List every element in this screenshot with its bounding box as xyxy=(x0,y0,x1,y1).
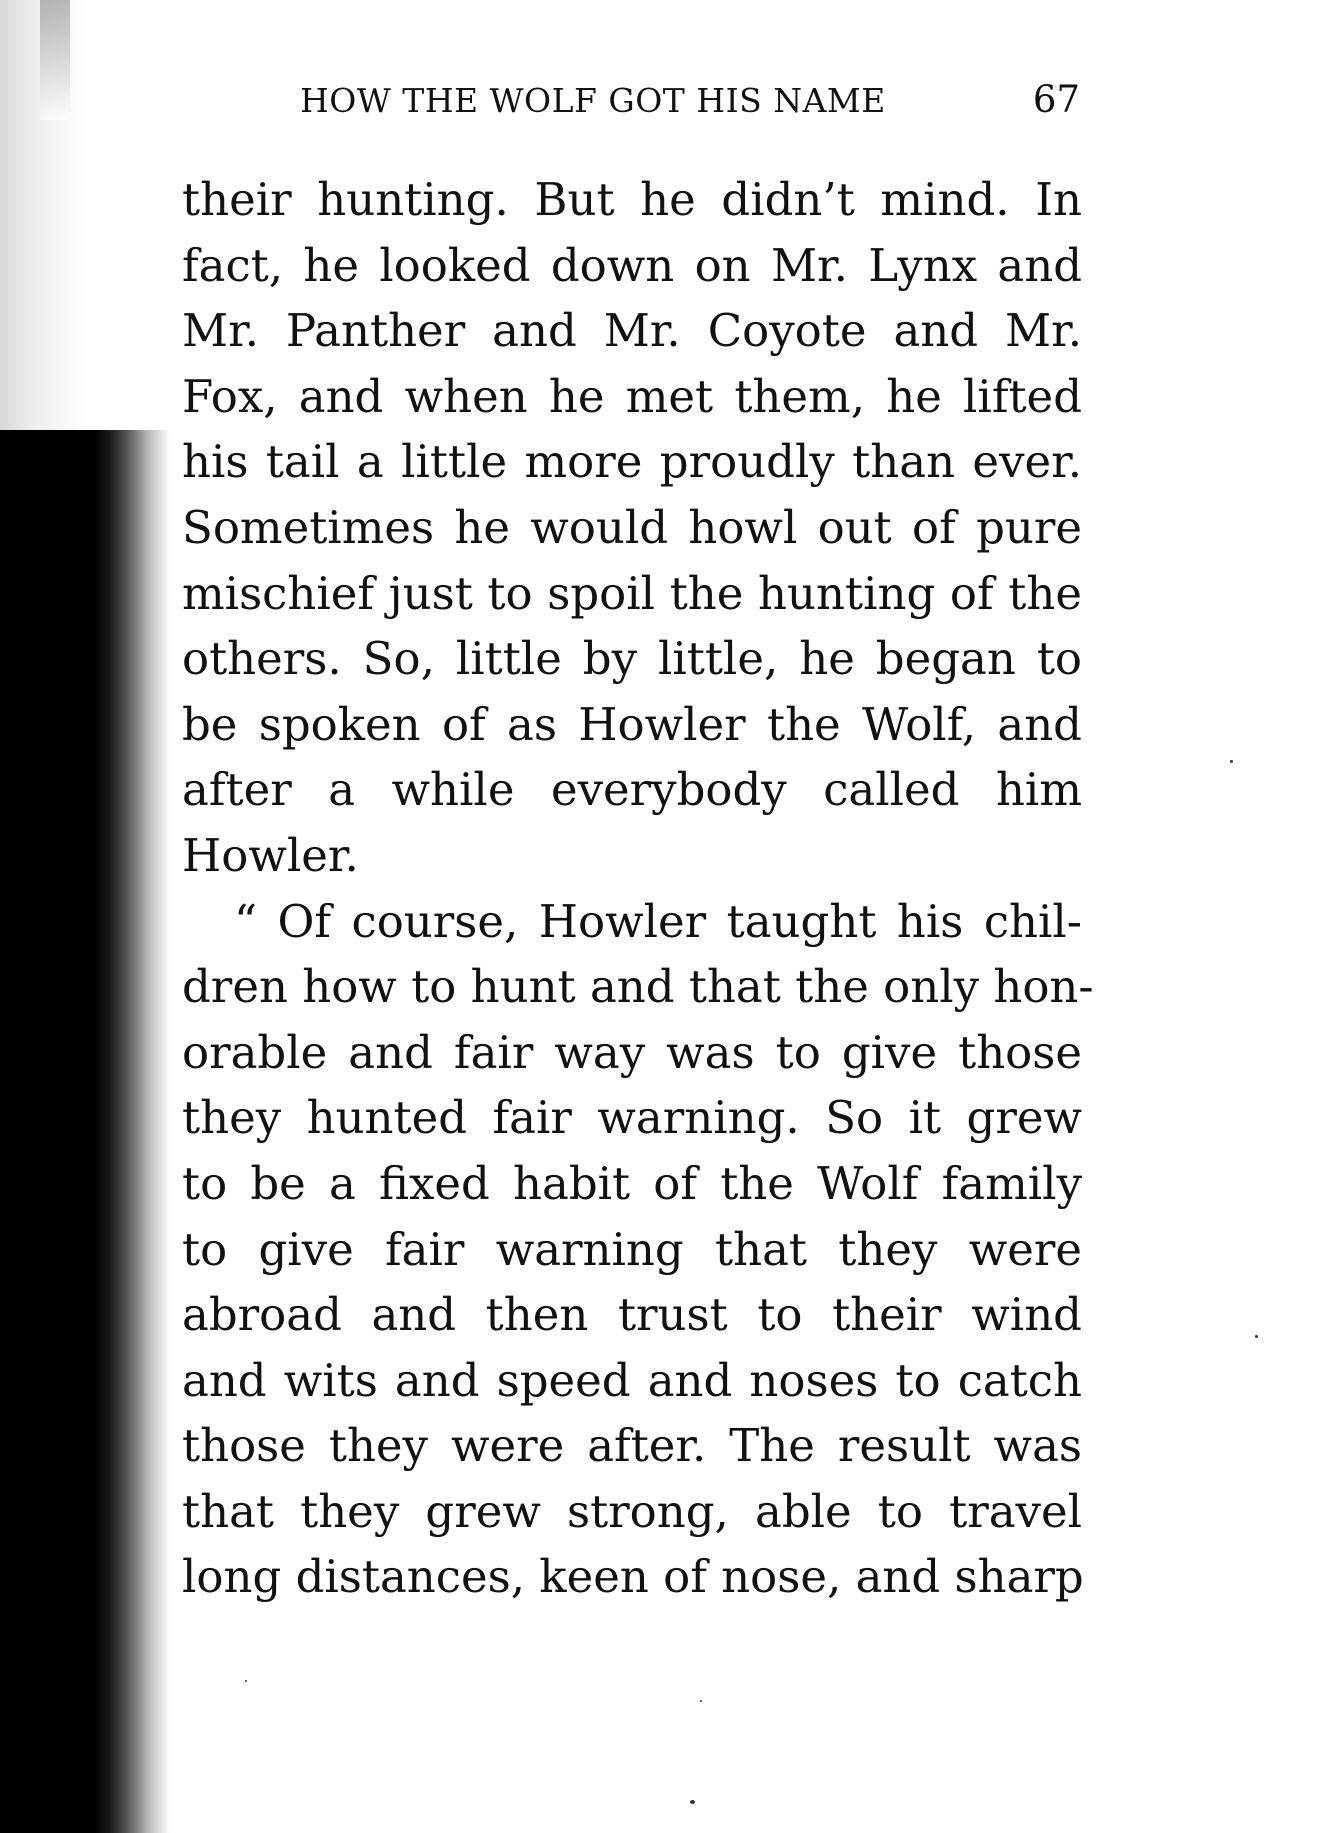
text-line: dren how to hunt and that the only hon- xyxy=(182,960,1094,1014)
text-line: be spoken of as Howler the Wolf, and xyxy=(182,697,1082,751)
text-line: and wits and speed and noses to catch xyxy=(182,1353,1082,1407)
scan-smudge xyxy=(40,0,70,120)
text-line: to be a fixed habit of the Wolf family xyxy=(182,1156,1082,1210)
running-title: HOW THE WOLF GOT HIS NAME xyxy=(300,81,886,120)
text-line: orable and fair way was to give those xyxy=(182,1025,1082,1079)
text-line: that they grew strong, able to travel xyxy=(182,1484,1082,1538)
text-line: abroad and then trust to their wind xyxy=(182,1288,1082,1342)
text-line: his tail a little more proudly than ever. xyxy=(182,435,1082,489)
text-line: those they were after. The result was xyxy=(182,1419,1082,1473)
text-line: long distances, keen of nose, and sharp xyxy=(182,1550,1084,1604)
running-head xyxy=(300,78,1080,128)
text-line: their hunting. But he didn’t mind. In xyxy=(182,173,1082,226)
text-line: they hunted fair warning. So it grew xyxy=(182,1091,1082,1145)
text-line: “ Of course, Howler taught his chil- xyxy=(234,894,1082,948)
body-text xyxy=(182,167,1094,1610)
text-line: Mr. Panther and Mr. Coyote and Mr. xyxy=(182,304,1082,358)
text-line: fact, he looked down on Mr. Lynx and xyxy=(182,238,1082,292)
text-line: Howler. xyxy=(182,828,359,882)
page-number: 67 xyxy=(1032,78,1080,121)
text-line: mischief just to spoil the hunting of the xyxy=(182,566,1082,620)
text-line: Sometimes he would howl out of pure xyxy=(182,500,1082,554)
binding-shadow xyxy=(0,430,170,1833)
text-line: others. So, little by little, he began to xyxy=(182,632,1082,686)
text-line: Fox, and when he met them, he lifted xyxy=(182,369,1082,423)
text-line: to give fair warning that they were xyxy=(182,1222,1082,1276)
text-line: after a while everybody called him xyxy=(182,763,1082,817)
